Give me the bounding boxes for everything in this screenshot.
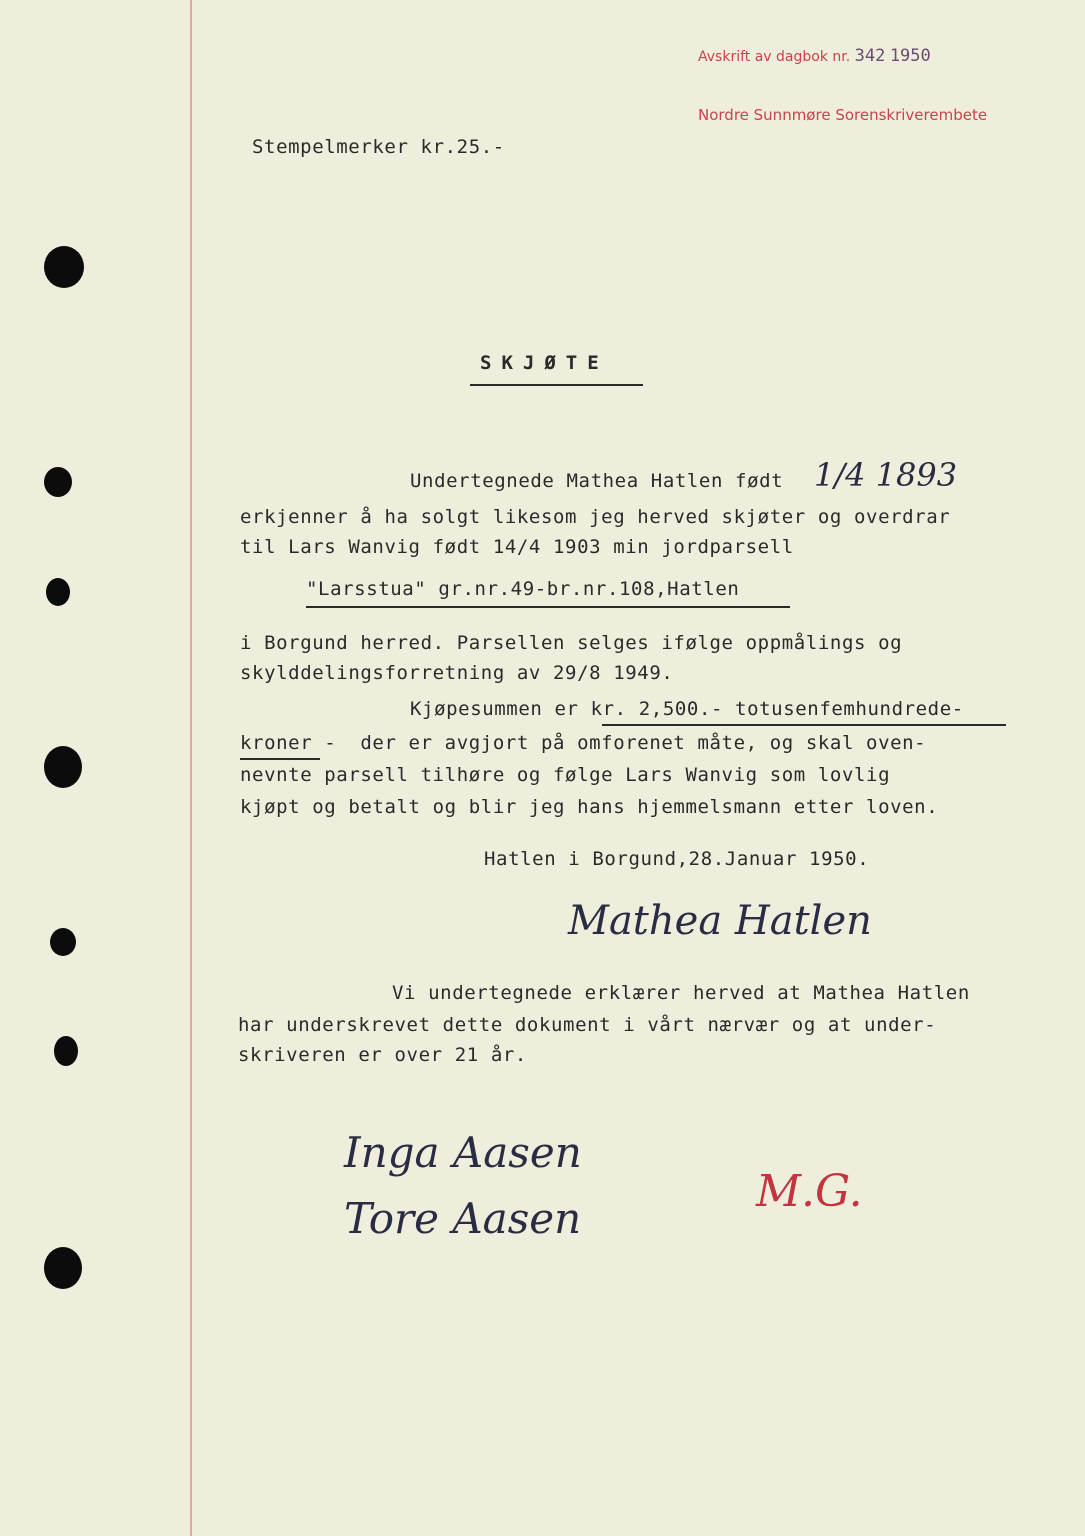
body-line-10: kjøpt og betalt og blir jeg hans hjemmelsmann etter loven.: [240, 796, 939, 818]
margin-line: [190, 0, 192, 1536]
punch-hole: [44, 246, 84, 288]
birth-date-handwritten: 1/4 1893: [814, 456, 958, 494]
place-date: Hatlen i Borgund,28.Januar 1950.: [484, 848, 870, 870]
body-line-8-rest: - der er avgjort på omforenet måte, og skal oven-: [312, 732, 927, 754]
registry-office: Nordre Sunnmøre Sorenskriverembete: [698, 106, 988, 124]
witness-signature-2: Tore Aasen: [344, 1194, 582, 1243]
body-line-7: [410, 698, 964, 720]
punch-hole: [54, 1036, 78, 1066]
registrar-initials: M.G.: [756, 1166, 863, 1217]
stamp-prefix: Avskrift av dagbok nr.: [698, 49, 851, 65]
body-line-5: i Borgund herred. Parsellen selges ifølge oppmålings og: [240, 632, 903, 654]
witness-line-3: skriveren er over 21 år.: [238, 1044, 527, 1066]
seller-signature: Mathea Hatlen: [568, 898, 872, 944]
punch-hole: [44, 467, 72, 497]
title-underline: [470, 384, 643, 386]
purchase-sum-amount: kr. 2,500.- totusenfemhundrede-: [590, 698, 964, 720]
body-line-2: erkjenner å ha solgt likesom jeg herved skjøter og overdrar: [240, 506, 951, 528]
witness-line-1: Vi undertegnede erklærer herved at Mathea Hatlen: [392, 982, 970, 1004]
punch-hole: [44, 746, 82, 788]
registry-stamp: [698, 46, 931, 66]
witness-signature-1: Inga Aasen: [344, 1128, 582, 1177]
amount-underline: [602, 724, 1006, 726]
punch-hole: [44, 1247, 82, 1289]
stamp-year: 1950: [889, 46, 931, 66]
punch-hole: [46, 578, 70, 606]
purchase-sum-label: Kjøpesummen er: [410, 698, 591, 720]
document-title: SKJØTE: [480, 352, 609, 374]
kroner-underline: [240, 758, 320, 760]
parcel-underline: [306, 606, 790, 608]
stamp-number: 342: [854, 46, 886, 66]
punch-hole: [50, 928, 76, 956]
body-line-8: [240, 732, 926, 754]
body-line-1: Undertegnede Mathea Hatlen født: [410, 470, 784, 492]
kroner-word: kroner: [240, 732, 313, 754]
body-line-6: skylddelingsforretning av 29/8 1949.: [240, 662, 674, 684]
body-line-3: til Lars Wanvig født 14/4 1903 min jordparsell: [240, 536, 794, 558]
stamp-duty-line: Stempelmerker kr.25.-: [252, 136, 505, 158]
witness-line-2: har underskrevet dette dokument i vårt nærvær og at under-: [238, 1014, 937, 1036]
parcel-line: "Larsstua" gr.nr.49-br.nr.108,Hatlen: [306, 578, 740, 600]
body-line-9: nevnte parsell tilhøre og følge Lars Wanvig som lovlig: [240, 764, 891, 786]
